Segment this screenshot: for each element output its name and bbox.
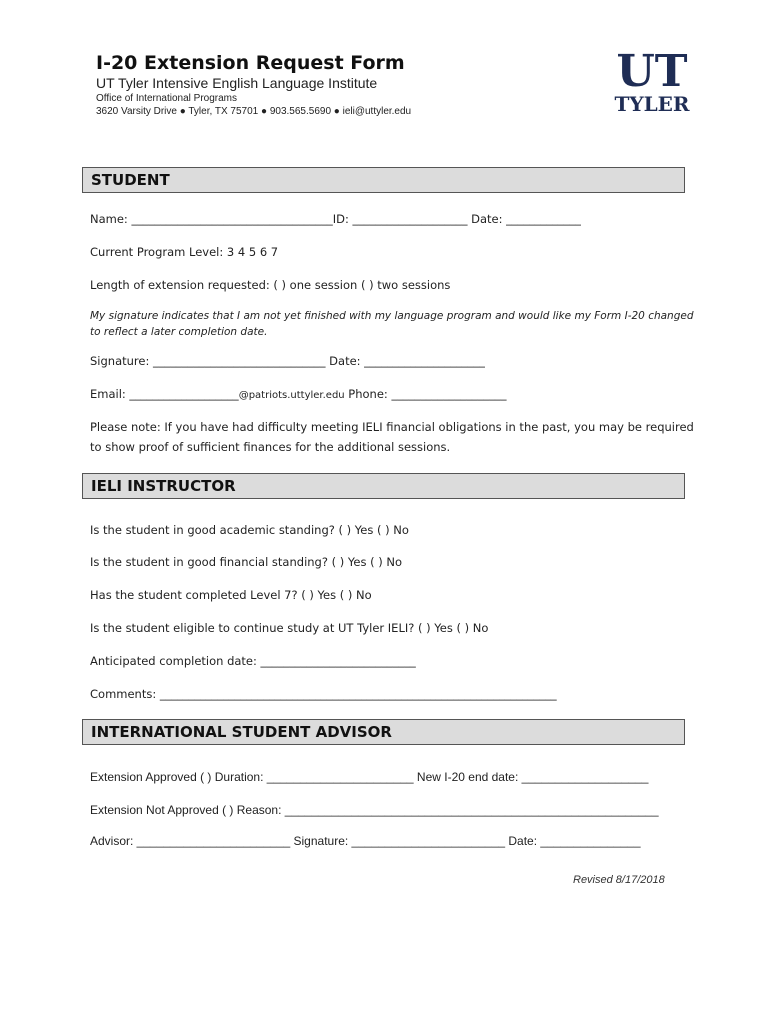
student-section-header [82, 167, 685, 193]
academic-standing-question[interactable]: Is the student in good academic standing? ( ) Yes ( ) No [90, 523, 409, 537]
financial-standing-question[interactable]: Is the student in good financial standing? ( ) Yes ( ) No [90, 555, 403, 569]
eligibility-question[interactable]: Is the student eligible to continue study at UT Tyler IELI? ( ) Yes ( ) No [90, 621, 489, 635]
signature-statement-line-1: My signature indicates that I am not yet finished with my language program and would like my Form I-20 changed [90, 310, 694, 322]
email-phone-line[interactable] [90, 387, 506, 401]
revision-date: Revised 8/17/2018 [573, 874, 665, 886]
completion-date-line[interactable]: Anticipated completion date: ___________________________ [90, 654, 416, 668]
program-level-line[interactable]: Current Program Level: 3 4 5 6 7 [90, 245, 279, 259]
extension-length-line[interactable]: Length of extension requested: ( ) one session ( ) two sessions [90, 278, 451, 292]
student-signature-line[interactable]: Signature: ______________________________ Date: _____________________ [90, 354, 485, 368]
instructor-heading: IELI INSTRUCTOR [91, 477, 236, 495]
comments-line[interactable]: Comments: _____________________________________________________________________ [90, 687, 557, 701]
advisor-section-header [82, 719, 685, 745]
ut-tyler-logo [610, 48, 694, 114]
phone-field[interactable]: Phone: ____________________ [344, 387, 507, 401]
signature-statement-line-2: to reflect a later completion date. [90, 326, 268, 338]
office-name: Office of International Programs [96, 93, 237, 104]
logo-ut-text: UT [616, 48, 688, 97]
email-field[interactable]: Email: ___________________ [90, 387, 239, 401]
level7-question[interactable]: Has the student completed Level 7? ( ) Yes ( ) No [90, 588, 372, 602]
office-address: 3620 Varsity Drive ● Tyler, TX 75701 ● 903.565.5690 ● ieli@uttyler.edu [96, 106, 412, 117]
extension-not-approved-line[interactable]: Extension Not Approved ( ) Reason: ________________________________________________________ [90, 803, 659, 817]
advisor-heading: INTERNATIONAL STUDENT ADVISOR [91, 723, 392, 741]
finance-note-line-1: Please note: If you have had difficulty meeting IELI financial obligations in the past, you may be required [90, 420, 694, 434]
student-name-id-date-line[interactable]: Name: ___________________________________ID: ____________________ Date: _____________ [90, 212, 581, 226]
form-title: I-20 Extension Request Form [96, 52, 405, 74]
student-heading: STUDENT [91, 171, 170, 189]
extension-approved-line[interactable]: Extension Approved ( ) Duration: ______________________ New I-20 end date: ___________________ [90, 770, 649, 784]
logo-tyler-text: TYLER [614, 92, 690, 114]
institute-name: UT Tyler Intensive English Language Institute [96, 75, 378, 91]
instructor-section-header [82, 473, 685, 499]
advisor-signature-line[interactable]: Advisor: _______________________ Signature: _______________________ Date: _______________ [90, 834, 641, 848]
email-domain: @patriots.uttyler.edu [238, 390, 345, 401]
finance-note-line-2: to show proof of sufficient finances for the additional sessions. [90, 440, 451, 454]
